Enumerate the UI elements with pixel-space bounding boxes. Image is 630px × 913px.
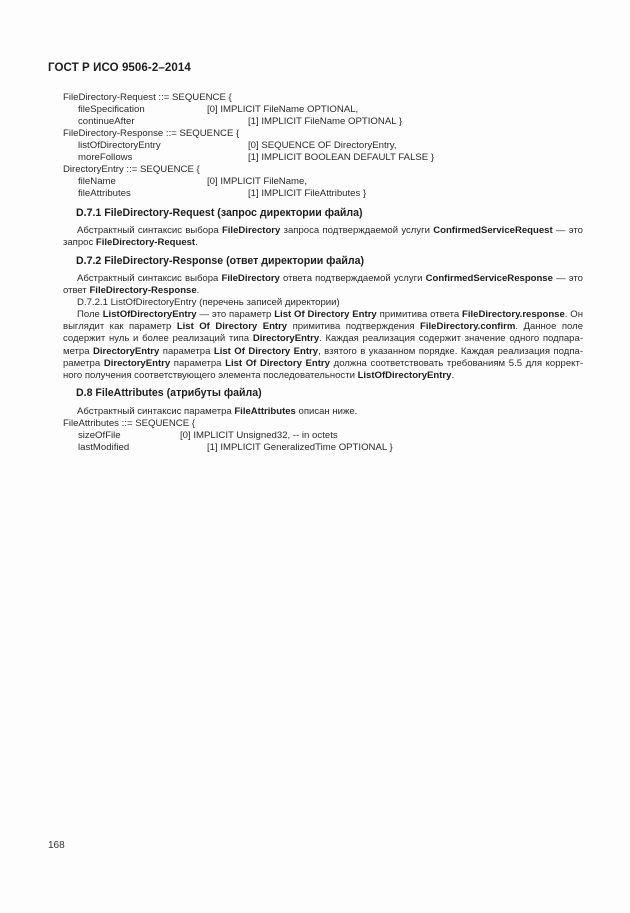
text-run: — это запрос <box>63 225 583 249</box>
text-run: — это параметр <box>196 309 275 320</box>
paragraph-d71 <box>63 225 583 249</box>
bold-term: DirectoryEntry <box>103 357 171 369</box>
text-run: описан ниже. <box>295 406 358 417</box>
text-run: должна соответствовать требованиям 5.5 для корректного получения соответствующего элемента последовательности <box>63 357 584 382</box>
text-run: Абстрактный синтаксис выбора <box>77 225 222 236</box>
bold-term: FileDirectory.confirm <box>420 321 516 333</box>
code-field-name: listOfDirectoryEntry <box>78 140 161 151</box>
bold-term: List Of Directory Entry <box>274 309 377 320</box>
code-field-type: [0] IMPLICIT FileName, <box>207 176 308 187</box>
text-run: параметра <box>159 345 214 357</box>
bold-term: List Of Directory Entry <box>225 357 330 369</box>
text-run: ответа подтверждаемой услуги <box>279 273 426 284</box>
bold-term: ConfirmedServiceResponse <box>425 273 553 284</box>
code-field-name: sizeOfFile <box>78 430 121 441</box>
text-run: Абстрактный синтаксис параметра <box>77 406 235 417</box>
code-field-name: moreFollows <box>78 152 133 163</box>
section-heading-d71: D.7.1 FileDirectory-Request (запрос директории файла) <box>76 207 363 219</box>
bold-term: DirectoryEntry <box>252 333 320 345</box>
document-standard-header: ГОСТ Р ИСО 9506-2–2014 <box>48 62 191 74</box>
text-run: . <box>196 285 200 297</box>
bold-term: FileDirectory-Response <box>89 285 197 297</box>
text-run: . Данное поле содержит нуль и более реализаций типа <box>63 321 584 345</box>
bold-term: FileDirectory-Request <box>95 237 196 249</box>
bold-term: FileDirectory <box>221 225 281 236</box>
code-field-type: [0] IMPLICIT Unsigned32, -- in octets <box>180 430 338 441</box>
text-run: . Он выглядит как параметр <box>63 309 583 333</box>
code-field-type: [0] SEQUENCE OF DirectoryEntry, <box>248 140 397 151</box>
bold-term: ListOfDirectoryEntry <box>357 370 452 382</box>
subclause-d721-title: D.7.2.1 ListOfDirectoryEntry (перечень записей директории) <box>77 297 340 308</box>
code-field-name: fileAttributes <box>78 188 131 199</box>
code-field-name: continueAfter <box>78 116 135 127</box>
code-field-name: FileDirectory-Response ::= SEQUENCE { <box>63 128 240 139</box>
code-field-name: FileAttributes ::= SEQUENCE { <box>63 418 195 429</box>
section-heading-d72: D.7.2 FileDirectory-Response (ответ директории файла) <box>76 255 364 267</box>
code-field-type: [1] IMPLICIT FileAttributes } <box>248 188 367 199</box>
code-field-name: DirectoryEntry ::= SEQUENCE { <box>63 164 200 175</box>
bold-term: FileDirectory.response <box>462 309 565 320</box>
text-run: . <box>451 370 455 382</box>
code-field-name: fileName <box>78 176 116 187</box>
code-field-name: lastModified <box>78 442 130 453</box>
text-run: . Каждая реализация содержит значение одного подпараметра <box>63 333 583 357</box>
bold-term: ConfirmedServiceRequest <box>433 225 553 236</box>
text-run: Поле <box>77 309 103 320</box>
bold-term: List Of Directory Entry <box>176 321 288 333</box>
text-run: Абстрактный синтаксис выбора <box>77 273 222 284</box>
code-field-type: [0] IMPLICIT FileName OPTIONAL, <box>207 104 359 115</box>
code-field-type: [1] IMPLICIT BOOLEAN DEFAULT FALSE } <box>248 152 435 163</box>
bold-term: FileDirectory <box>221 273 280 284</box>
code-field-name: fileSpecification <box>78 104 145 115</box>
bold-term: FileAttributes <box>234 406 296 417</box>
text-run: . <box>195 237 198 249</box>
paragraph-d72 <box>63 273 583 297</box>
code-field-type: [1] IMPLICIT GeneralizedTime OPTIONAL } <box>207 442 393 453</box>
paragraph-d8 <box>63 406 583 418</box>
text-run: — это ответ <box>63 273 583 297</box>
text-run: примитива ответа <box>376 309 463 320</box>
text-run: примитива подтверждения <box>287 321 421 333</box>
section-heading-d8: D.8 FileAttributes (атрибуты файла) <box>76 387 262 399</box>
code-field-type: [1] IMPLICIT FileName OPTIONAL } <box>248 116 403 127</box>
text-run: , взятого в указанном порядке. Каждая реализация подпараметра <box>63 345 584 369</box>
bold-term: DirectoryEntry <box>93 345 160 357</box>
text-run: параметра <box>170 357 226 369</box>
page-number: 168 <box>48 840 65 851</box>
text-run: запроса подтверждаемой услуги <box>280 225 434 236</box>
code-field-name: FileDirectory-Request ::= SEQUENCE { <box>63 92 232 103</box>
bold-term: ListOfDirectoryEntry <box>102 309 197 320</box>
paragraph-d721 <box>63 309 583 382</box>
bold-term: List Of Directory Entry <box>213 345 319 357</box>
